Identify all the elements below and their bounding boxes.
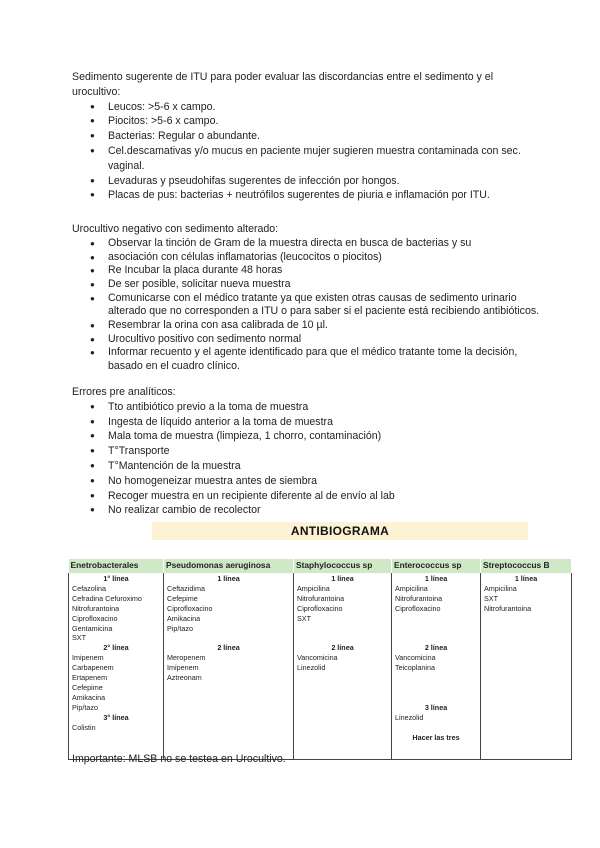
line-tier-label: 2 línea — [424, 643, 448, 653]
antibiotic-item: Ertapenem — [72, 673, 108, 683]
antibiotic-item: Ampicilina — [297, 583, 330, 593]
footer-note: Importante: MLSB no se testea en Urocultivo. — [72, 753, 286, 765]
antibiotic-item: SXT — [484, 593, 498, 603]
line-tier-label: 1 línea — [217, 574, 240, 583]
line-tier-label: 1 línea — [331, 574, 354, 583]
errors-heading: Errores pre analíticos: — [72, 386, 176, 398]
antibiotic-item: Linezolid — [297, 663, 326, 673]
table-cell — [164, 573, 294, 760]
antibiogram-title: ANTIBIOGRAMA — [152, 522, 528, 540]
list-item: ● Mala toma de muestra (limpieza, 1 chorro, contaminación) — [108, 429, 542, 444]
antibiotic-item — [395, 633, 477, 643]
list-item: ● Placas de pus: bacterias + neutrófilos sugerentes de piuria e inflamación por ITU. — [108, 188, 542, 203]
list-item: ● T°Transporte — [108, 444, 542, 459]
list-item: ● Observar la tinción de Gram de la muestra directa en busca de bacterias y su — [108, 237, 542, 251]
antibiotic-item: Vancomicina — [297, 653, 338, 663]
list-item: ● Urocultivo positivo con sedimento normal — [108, 333, 542, 347]
line-tier-label: 2 línea — [331, 643, 354, 653]
antibiotic-item — [297, 624, 388, 634]
antibiotic-item: Amikacina — [167, 613, 201, 623]
line-tier-label: 2 línea — [217, 643, 240, 653]
list-item: ● De ser posible, solicitar nueva muestra — [108, 278, 542, 292]
line-tier-label: 1 línea — [424, 574, 448, 583]
line-tier-label: Hacer las tres — [412, 732, 460, 742]
column-header: Pseudomonas aeruginosa — [164, 559, 294, 573]
antibiotic-item: SXT — [297, 613, 311, 623]
list-item: ● Piocitos: >5-6 x campo. — [108, 114, 542, 129]
antibiotic-item — [395, 624, 477, 634]
list-item: ● Comunicarse con el médico tratante ya que existen otras causas de sedimento urinario alterado que no corresponden a ITU o para saber si el paciente está recibiendo antibióticos. — [108, 292, 542, 319]
antibiotic-item: Linezolid — [395, 712, 424, 722]
list-item: ● Informar recuento y el agente identificado para que el médico tratante tome la decisión, basado en el cuadro clínico. — [108, 346, 542, 373]
list-item: ● No homogeneizar muestra antes de siembra — [108, 474, 542, 489]
antibiotic-item — [395, 683, 477, 693]
antibiotic-item: Imipenem — [72, 653, 104, 663]
list-item: ● Re Incubar la placa durante 48 horas — [108, 264, 542, 278]
antibiotic-item: Cefradina Cefuroximo — [72, 593, 142, 603]
column-header: Enetrobacterales — [69, 559, 164, 573]
antibiogram-body-row — [69, 573, 572, 760]
list-item: ● Cel.descamativas y/o mucus en paciente mujer sugieren muestra contaminada con sec. vaginal. — [108, 144, 542, 174]
list-item: ● Resembrar la orina con asa calibrada de 10 µl. — [108, 319, 542, 333]
antibiotic-item: Carbapenem — [72, 663, 114, 673]
intro-heading: Sedimento sugerente de ITU para poder evaluar las discordancias entre el sedimento y el urocultivo: — [72, 71, 494, 98]
antibiotic-item: Aztreonam — [167, 673, 202, 683]
list-item: ● Ingesta de líquido anterior a la toma de muestra — [108, 415, 542, 430]
antibiotic-item — [167, 633, 290, 643]
list-item: ● Levaduras y pseudohifas sugerentes de infección por hongos. — [108, 174, 542, 189]
antibiotic-item: Ciprofloxacino — [395, 603, 441, 613]
antibiotic-item: Cefepime — [72, 682, 103, 692]
antibiotic-item: Teicoplanina — [395, 663, 435, 673]
line-tier-label: 3 línea — [424, 702, 448, 712]
antibiotic-item: Ampicilina — [395, 583, 428, 593]
antibiotic-item — [395, 723, 477, 733]
table-cell — [294, 573, 392, 760]
antibiotic-item: Nitrofurantoina — [297, 593, 345, 603]
list-item: ● Leucos: >5-6 x campo. — [108, 100, 542, 115]
negative-section — [72, 222, 542, 374]
antibiotic-item: Ampicilina — [484, 583, 517, 593]
antibiotic-item: Nitrofurantoina — [395, 593, 443, 603]
antibiogram-table — [68, 559, 572, 760]
line-tier-label: 1 línea — [514, 574, 538, 583]
antibiotic-item: Amikacina — [72, 692, 106, 702]
table-cell — [481, 573, 572, 760]
column-header: Staphylococcus sp — [294, 559, 392, 573]
antibiogram-header-row — [69, 559, 572, 573]
antibiotic-item: Nitrofurantoina — [72, 603, 120, 613]
antibiotic-item — [395, 614, 477, 624]
intro-section — [72, 70, 542, 203]
antibiotic-item: Ciprofloxacino — [297, 603, 343, 613]
list-item: ● T°Mantención de la muestra — [108, 459, 542, 474]
antibiotic-item — [297, 633, 388, 643]
line-tier-label: 1° línea — [103, 574, 129, 583]
line-tier-label: 3° línea — [103, 712, 129, 722]
column-header: Enterococcus sp — [392, 559, 481, 573]
table-cell — [392, 573, 481, 760]
line-tier-label: 2° línea — [103, 643, 129, 653]
antibiotic-item: Gentamicina — [72, 623, 113, 633]
antibiotic-item: Pip/tazo — [167, 623, 193, 633]
column-header: Streptococcus B — [481, 559, 572, 573]
list-item: ● Tto antibiótico previo a la toma de muestra — [108, 400, 542, 415]
errors-section — [72, 385, 542, 518]
antibiotic-item: Ciprofloxacino — [72, 613, 118, 623]
errors-list — [72, 400, 542, 518]
antibiotic-item: Nitrofurantoina — [484, 603, 532, 613]
antibiotic-item: Imipenem — [167, 663, 199, 673]
list-item: ● Recoger muestra en un recipiente diferente al de envío al lab — [108, 489, 542, 504]
antibiotic-item: Meropenem — [167, 653, 206, 663]
list-item: ● No realizar cambio de recolector — [108, 503, 542, 518]
negative-list — [72, 237, 542, 374]
antibiotic-item — [395, 673, 477, 683]
list-item: ● asociación con células inflamatorias (leucocitos o piocitos) — [108, 251, 542, 265]
antibiotic-item: Ciprofloxacino — [167, 603, 213, 613]
antibiotic-item — [395, 693, 477, 703]
table-cell — [69, 573, 164, 760]
negative-heading: Urocultivo negativo con sedimento alterado: — [72, 223, 279, 235]
antibiotic-item: Colistin — [72, 722, 96, 732]
antibiotic-item: SXT — [72, 633, 86, 643]
antibiotic-item: Cefazolina — [72, 583, 106, 593]
antibiotic-item: Ceftazidima — [167, 583, 205, 593]
intro-list — [72, 100, 542, 204]
antibiotic-item: Pip/tazo — [72, 702, 98, 712]
list-item: ● Bacterias: Regular o abundante. — [108, 129, 542, 144]
antibiotic-item: Cefepime — [167, 593, 198, 603]
antibiotic-item: Vancomicina — [395, 653, 436, 663]
